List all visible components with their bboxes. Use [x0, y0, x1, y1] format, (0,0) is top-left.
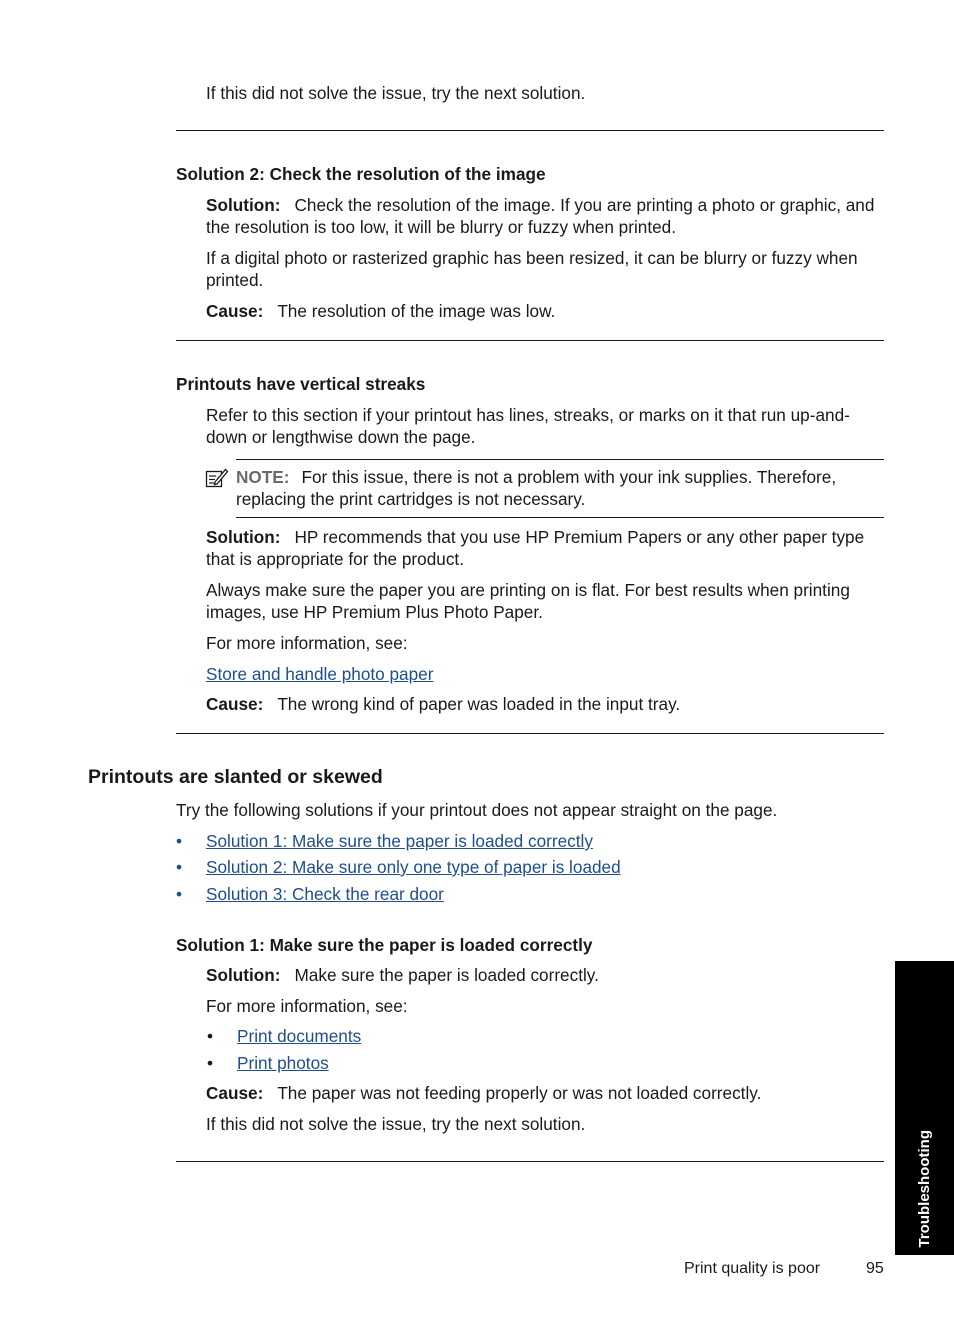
list-item	[206, 856, 886, 878]
section-heading-streaks: Printouts have vertical streaks	[176, 374, 426, 394]
bullet: •	[207, 1053, 214, 1073]
note-bottom-rule	[236, 517, 884, 518]
cause-paragraph	[206, 1082, 886, 1104]
cause-paragraph	[206, 693, 886, 715]
solution-label: Solution:	[206, 195, 281, 215]
solution-2-link[interactable]: Solution 2: Make sure only one type of paper is loaded	[206, 857, 621, 877]
note-label: NOTE:	[236, 467, 290, 487]
bullet: •	[207, 1026, 214, 1046]
print-documents-link[interactable]: Print documents	[237, 1026, 362, 1046]
side-tab-label: Troubleshooting	[915, 1129, 933, 1247]
cause-paragraph	[206, 300, 886, 322]
side-tab-label-wrap	[895, 961, 954, 1255]
note-pencil-icon	[205, 467, 229, 489]
cause-label: Cause:	[206, 301, 264, 321]
cause-text: The paper was not feeding properly or was not loaded correctly.	[277, 1083, 762, 1103]
next-solution-text: If this did not solve the issue, try the next solution.	[206, 1114, 586, 1134]
list-item	[237, 1052, 329, 1074]
solution-text: Make sure the paper is loaded correctly.	[294, 965, 599, 985]
bullet: •	[176, 857, 183, 877]
section-heading-skewed: Printouts are slanted or skewed	[88, 766, 383, 788]
link-paragraph	[206, 663, 886, 685]
section-heading-resolution: Solution 2: Check the resolution of the image	[176, 164, 546, 184]
body-paragraph: Always make sure the paper you are printing on is flat. For best results when printing images, use HP Premium Plus Photo Paper.	[206, 580, 850, 622]
body-paragraph: If a digital photo or rasterized graphic has been resized, it can be blurry or fuzzy when printed.	[206, 248, 858, 290]
bullet: •	[176, 831, 183, 851]
bullet: •	[176, 884, 183, 904]
solution-3-link[interactable]: Solution 3: Check the rear door	[206, 884, 444, 904]
solution-paragraph	[206, 194, 886, 238]
footer-section-title: Print quality is poor	[684, 1260, 821, 1277]
body-paragraph: Try the following solutions if your printout does not appear straight on the page.	[176, 800, 778, 820]
list-item	[206, 883, 886, 905]
note-top-rule	[236, 459, 884, 460]
cause-text: The wrong kind of paper was loaded in the input tray.	[277, 694, 681, 714]
cause-text: The resolution of the image was low.	[277, 301, 556, 321]
note-text: For this issue, there is not a problem with your ink supplies. Therefore, replacing the print cartridges is not necessary.	[236, 467, 837, 509]
solution-paragraph	[206, 526, 886, 570]
divider	[176, 130, 884, 131]
solution-label: Solution:	[206, 965, 281, 985]
divider	[176, 1161, 884, 1162]
section-heading-loaded: Solution 1: Make sure the paper is loaded correctly	[176, 935, 593, 955]
note-paragraph	[236, 466, 886, 510]
solution-label: Solution:	[206, 527, 281, 547]
solution-text: Check the resolution of the image. If you are printing a photo or graphic, and the resolution is too low, it will be blurry or fuzzy when printed.	[206, 195, 875, 237]
print-photos-link[interactable]: Print photos	[237, 1053, 329, 1073]
intro-line: If this did not solve the issue, try the next solution.	[206, 83, 586, 103]
solution-text: HP recommends that you use HP Premium Papers or any other paper type that is appropriate for the product.	[206, 527, 865, 569]
divider	[176, 733, 884, 734]
solution-1-link[interactable]: Solution 1: Make sure the paper is loaded correctly	[206, 831, 593, 851]
more-info-text: For more information, see:	[206, 633, 408, 653]
body-paragraph: Refer to this section if your printout has lines, streaks, or marks on it that run up-and-down or lengthwise down the page.	[206, 405, 850, 447]
page-number: 95	[866, 1260, 884, 1277]
divider	[176, 340, 884, 341]
list-item	[237, 1025, 361, 1047]
list-item	[206, 830, 886, 852]
cause-label: Cause:	[206, 694, 264, 714]
cause-label: Cause:	[206, 1083, 264, 1103]
store-handle-photo-paper-link[interactable]: Store and handle photo paper	[206, 664, 434, 684]
more-info-text: For more information, see:	[206, 996, 408, 1016]
solution-paragraph	[206, 964, 886, 986]
